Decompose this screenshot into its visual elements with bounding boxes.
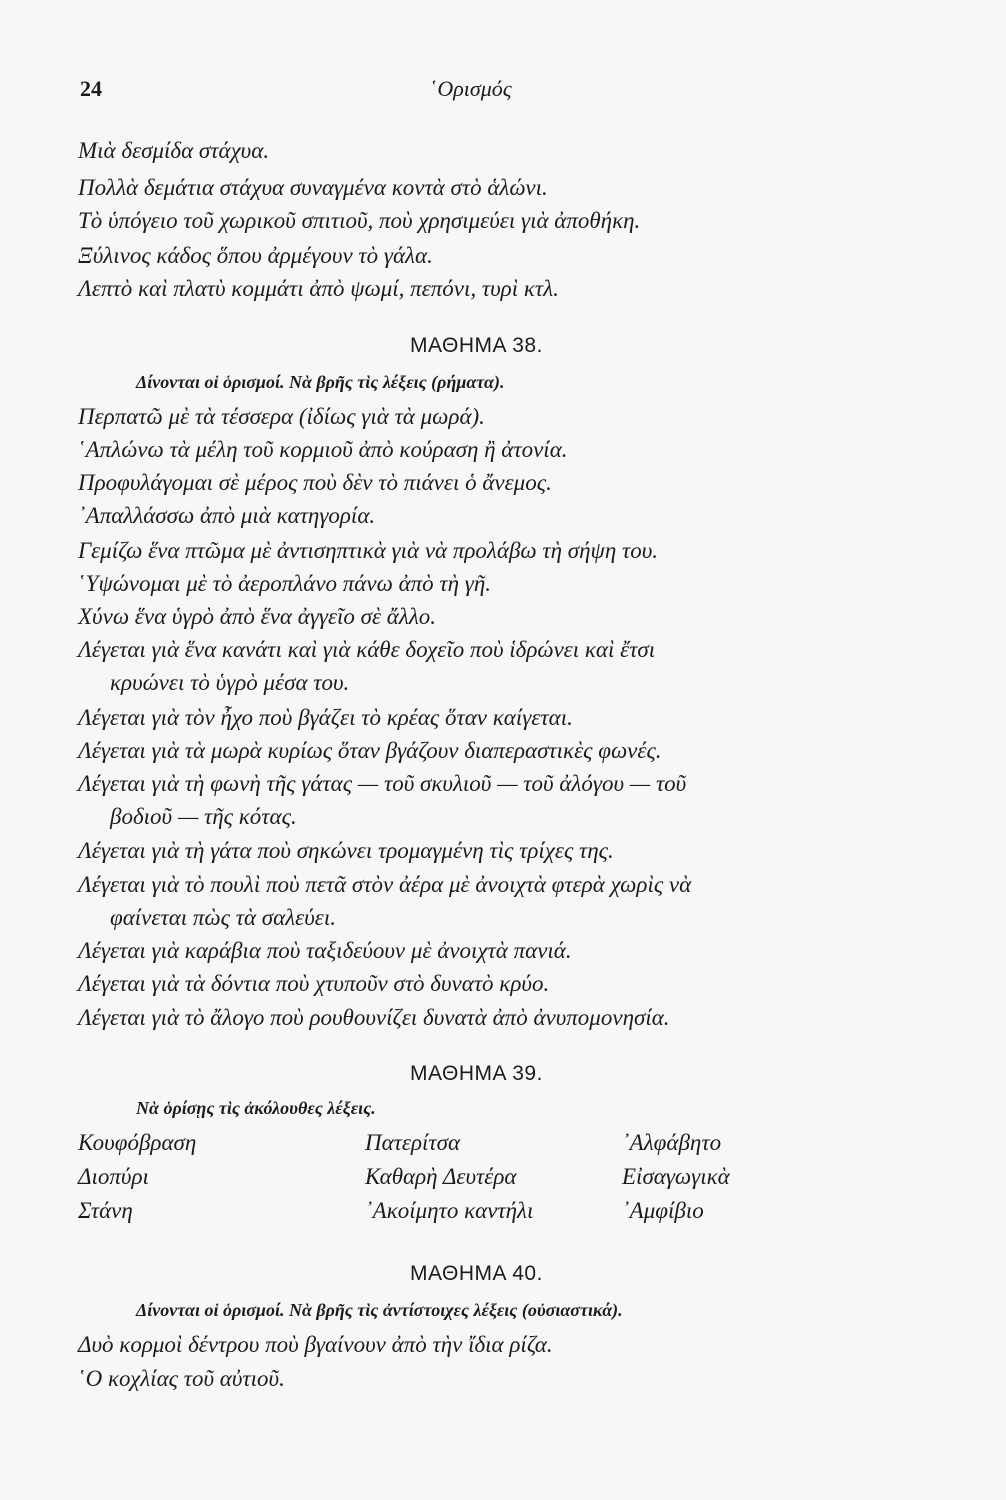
word-cell: ᾿Ακοίμητο καντήλι (365, 1198, 534, 1223)
word-cell: Εἰσαγωγικὰ (622, 1164, 730, 1189)
definition-line: Λέγεται γιὰ ἕνα κανάτι καὶ γιὰ κάθε δοχεῖο ποὺ ἱδρώνει καὶ ἔτσι (78, 637, 656, 662)
page-number: 24 (80, 76, 102, 101)
definition-line: Λέγεται γιὰ τὴ φωνὴ τῆς γάτας — τοῦ σκυλιοῦ — τοῦ ἀλόγου — τοῦ (78, 771, 687, 796)
definition-line-continued: βοδιοῦ — τῆς κότας. (110, 804, 297, 829)
definition-line: Λεπτὸ καὶ πλατὺ κομμάτι ἀπὸ ψωμί, πεπόνι, τυρὶ κτλ. (78, 276, 559, 301)
definition-line: Ξύλινος κάδος ὅπου ἀρμέγουν τὸ γάλα. (78, 243, 433, 268)
lesson-40-instruction: Δίνονται οἱ ὁρισμοί. Νὰ βρῆς τὶς ἀντίστοιχες λέξεις (οὐσιαστικά). (136, 1300, 623, 1320)
lesson-38-instruction: Δίνονται οἱ ὁρισμοί. Νὰ βρῆς τὶς λέξεις (ρήματα). (136, 372, 505, 392)
word-cell: Διοπύρι (78, 1164, 149, 1189)
word-cell: Καθαρὴ Δευτέρα (365, 1164, 517, 1189)
definition-line: Λέγεται γιὰ τὸν ἦχο ποὺ βγάζει τὸ κρέας ὅταν καίγεται. (78, 705, 573, 730)
definition-line: Λέγεται γιὰ τὴ γάτα ποὺ σηκώνει τρομαγμένη τὶς τρίχες της. (78, 838, 614, 863)
definition-line: ῾Ο κοχλίας τοῦ αὐτιοῦ. (78, 1366, 285, 1391)
definition-line: Πολλὰ δεμάτια στάχυα συναγμένα κοντὰ στὸ ἁλώνι. (78, 175, 548, 200)
definition-line: Μιὰ δεσμίδα στάχυα. (78, 138, 270, 163)
lesson-40-title: ΜΑΘΗΜΑ 40. (410, 1262, 543, 1285)
word-cell: Στάνη (78, 1198, 133, 1223)
running-title: ῾Ορισμός (430, 76, 512, 101)
definition-line: Λέγεται γιὰ τὸ πουλὶ ποὺ πετᾶ στὸν ἀέρα μὲ ἀνοιχτὰ φτερὰ χωρὶς νὰ (78, 872, 692, 897)
definition-line: Δυὸ κορμοὶ δέντρου ποὺ βγαίνουν ἀπὸ τὴν ἴδια ρίζα. (78, 1332, 553, 1357)
definition-line: ῾Υψώνομαι μὲ τὸ ἀεροπλάνο πάνω ἀπὸ τὴ γῆ. (78, 571, 492, 596)
definition-line: Λέγεται γιὰ καράβια ποὺ ταξιδεύουν μὲ ἀνοιχτὰ πανιά. (78, 938, 572, 963)
lesson-38-title: ΜΑΘΗΜΑ 38. (410, 334, 543, 357)
definition-line-continued: φαίνεται πὼς τὰ σαλεύει. (110, 905, 337, 930)
definition-line: Λέγεται γιὰ τὰ δόντια ποὺ χτυποῦν στὸ δυνατὸ κρύο. (78, 971, 550, 996)
word-cell: ᾿Αμφίβιο (622, 1198, 704, 1223)
definition-line: ῾Απλώνω τὰ μέλη τοῦ κορμιοῦ ἀπὸ κούραση ἢ ἀτονία. (78, 437, 568, 462)
definition-line: Λέγεται γιὰ τὰ μωρὰ κυρίως ὅταν βγάζουν διαπεραστικὲς φωνές. (78, 738, 662, 763)
definition-line: Χύνω ἕνα ὑγρὸ ἀπὸ ἕνα ἀγγεῖο σὲ ἄλλο. (78, 604, 437, 629)
lesson-39-instruction: Νὰ ὁρίσῃς τὶς ἀκόλουθες λέξεις. (136, 1098, 376, 1118)
word-cell: Πατερίτσα (365, 1130, 461, 1155)
definition-line: Λέγεται γιὰ τὸ ἄλογο ποὺ ρουθουνίζει δυνατὰ ἀπὸ ἀνυπομονησία. (78, 1005, 670, 1030)
definition-line-continued: κρυώνει τὸ ὑγρὸ μέσα του. (110, 670, 350, 695)
definition-line: Τὸ ὑπόγειο τοῦ χωρικοῦ σπιτιοῦ, ποὺ χρησιμεύει γιὰ ἀποθήκη. (78, 208, 641, 233)
definition-line: Προφυλάγομαι σὲ μέρος ποὺ δὲν τὸ πιάνει ὁ ἄνεμος. (78, 470, 552, 495)
word-cell: Κουφόβραση (78, 1130, 197, 1155)
lesson-39-title: ΜΑΘΗΜΑ 39. (410, 1062, 543, 1085)
definition-line: Περπατῶ μὲ τὰ τέσσερα (ἰδίως γιὰ τὰ μωρά). (78, 404, 485, 429)
word-cell: ᾿Αλφάβητο (622, 1130, 722, 1155)
definition-line: Γεμίζω ἕνα πτῶμα μὲ ἀντισηπτικὰ γιὰ νὰ προλάβω τὴ σήψη του. (78, 538, 659, 563)
definition-line: ᾿Απαλλάσσω ἀπὸ μιὰ κατηγορία. (78, 503, 376, 528)
